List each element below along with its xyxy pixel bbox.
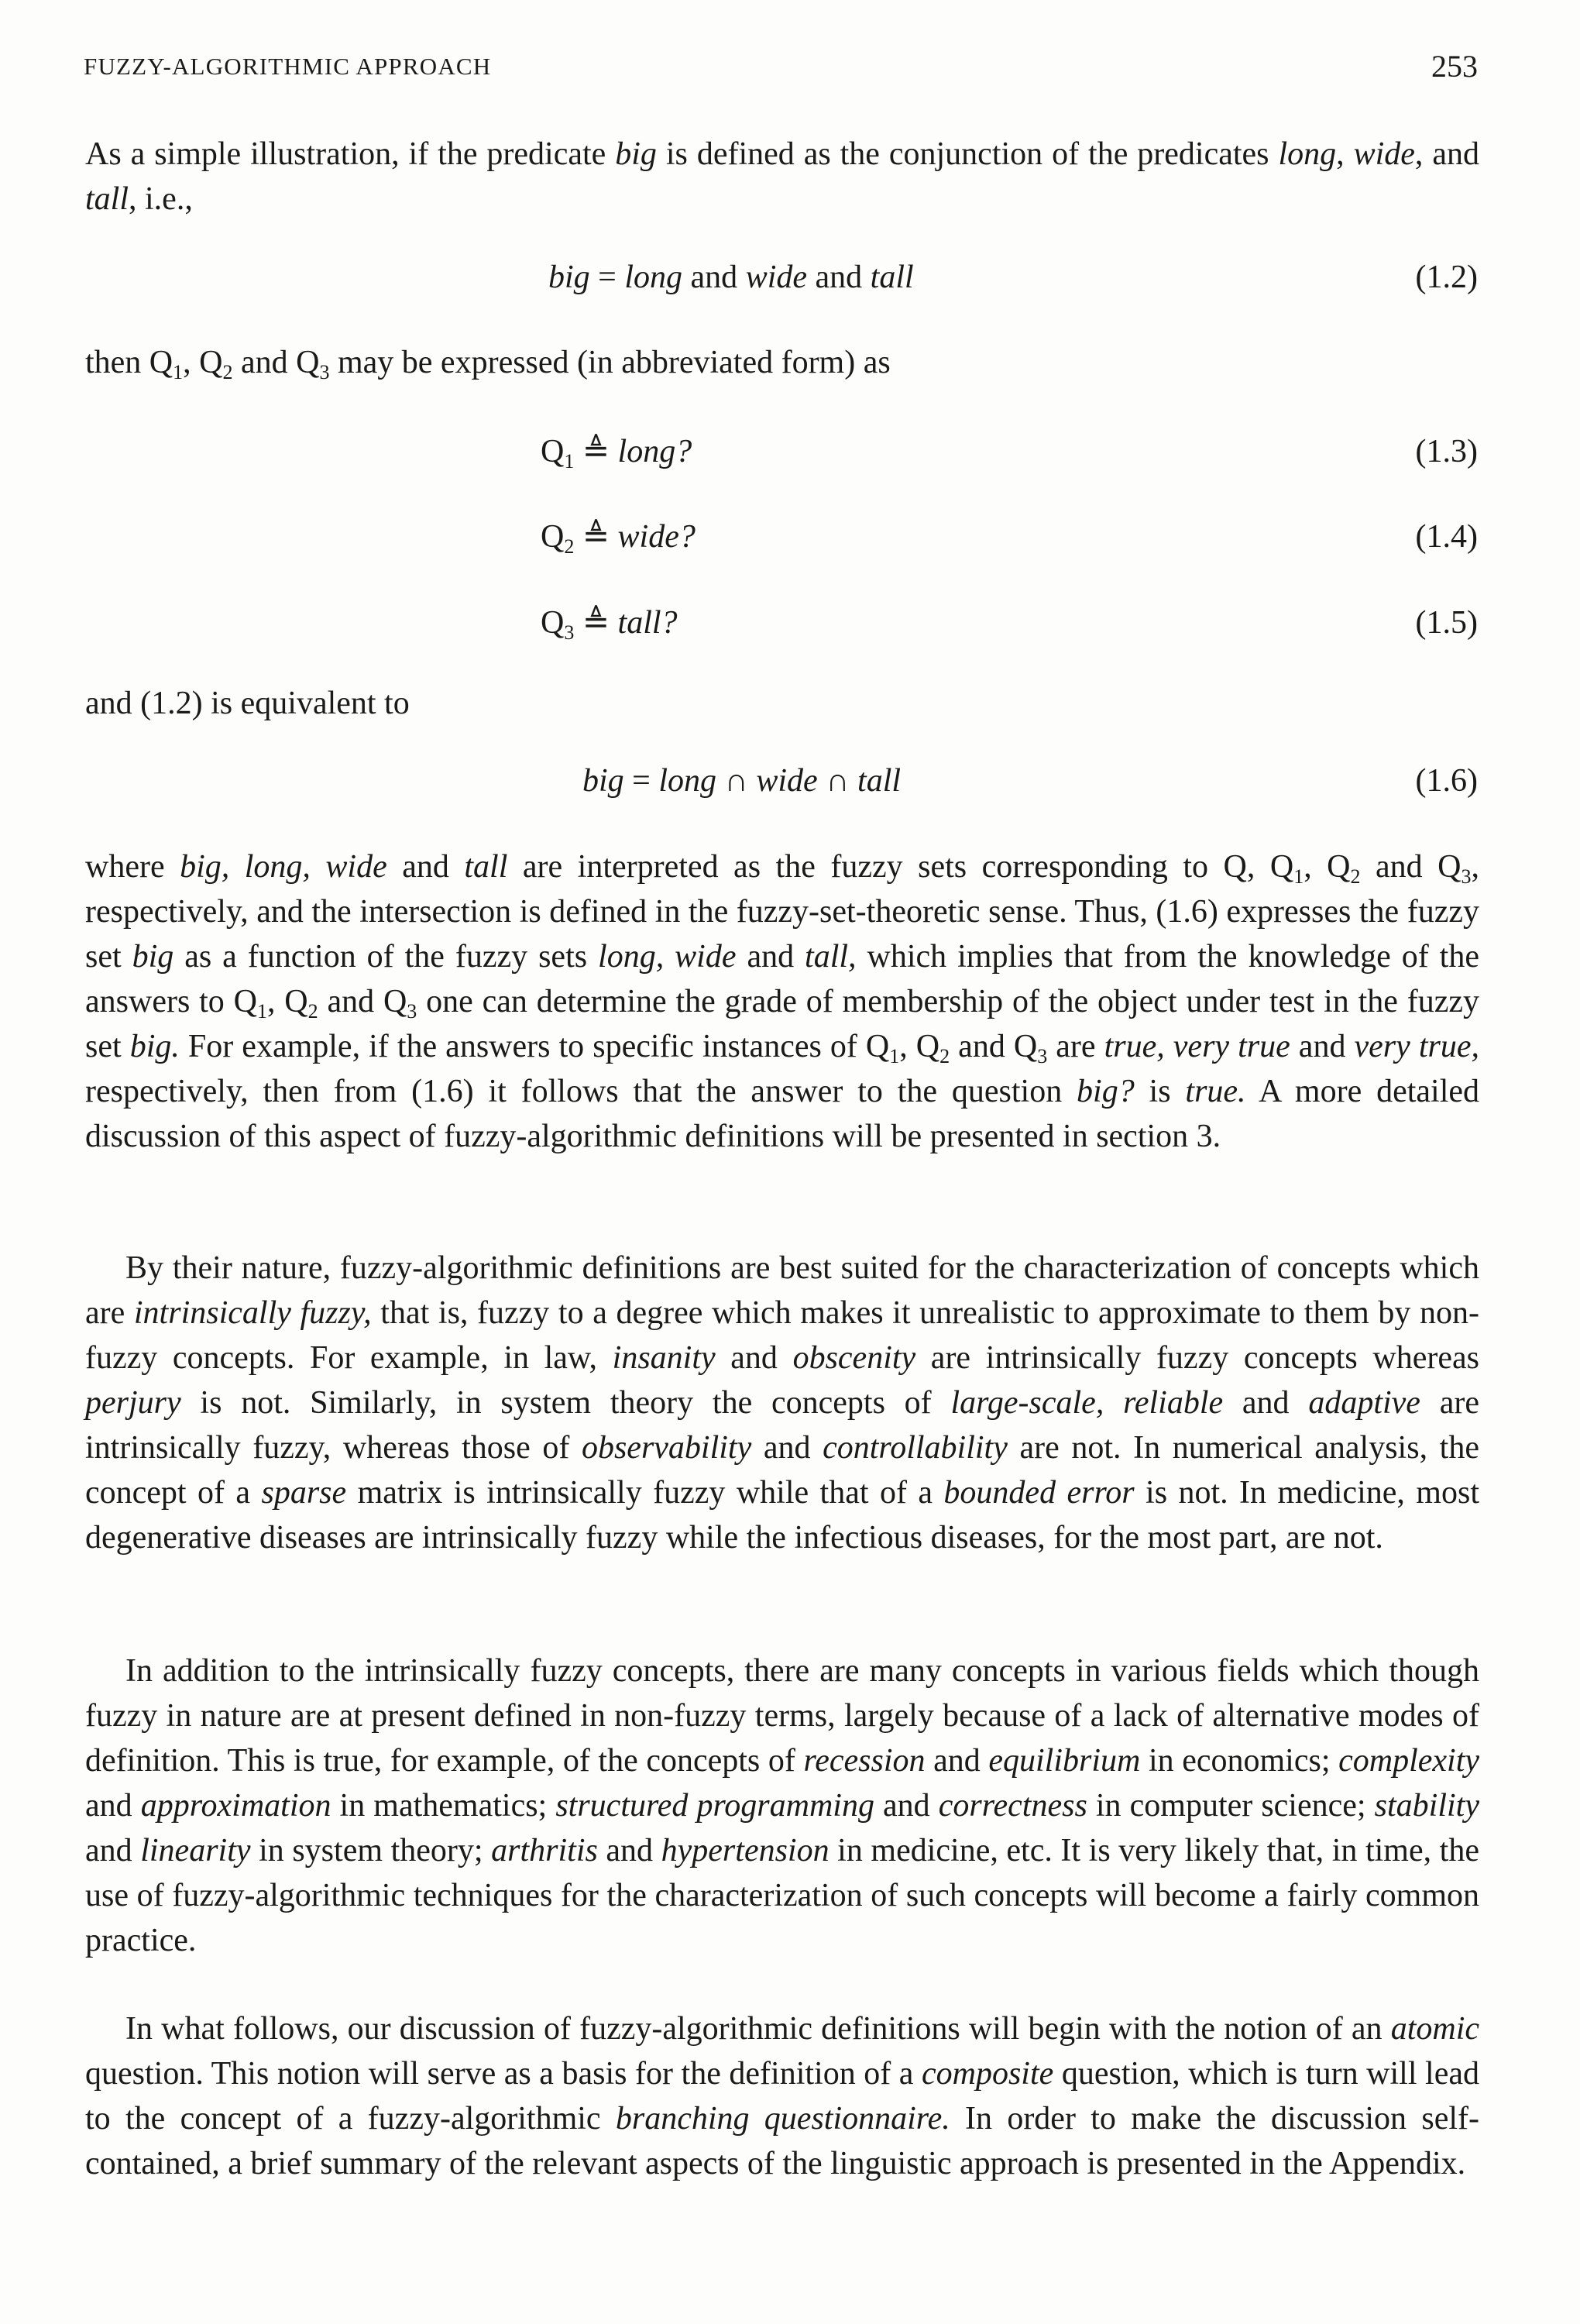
running-head <box>84 48 1478 87</box>
equation-1-2: big = long and wide and tall (1.2) <box>0 254 1580 301</box>
paragraph-where: where big, long, wide and tall are interpreted as the fuzzy sets corresponding to Q, $Q_1$, $Q_2$ and $Q_3$, respectively, and the intersection is defined in the fuzzy-set-theoretic sense. Thus, (1.6) expresses the fuzzy set big as a function of the fuzzy sets long, wide and tall, which implies that from the knowledge of the answers to $Q_1$, $Q_2$ and $Q_3$ one can determine the grade of membership of the object under test in the fuzzy set big. For example, if the answers to specific instances of $Q_1$, $Q_2$ and $Q_3$ are true, very true and very true, respectively, then from (1.6) it follows that the answer to the question big? is true. A more detailed discussion of this aspect of fuzzy-algorithmic definitions will be presented in section 3. <box>85 849 1479 1154</box>
equation-1-5: $Q_3$ ≜ tall? (1.5) <box>0 600 1580 646</box>
equation-1-6: big = long ∩ wide ∩ tall (1.6) <box>0 758 1580 804</box>
equation-number: (1.4) <box>1415 519 1478 555</box>
page-number: 253 <box>1431 49 1478 84</box>
paragraph-follows: In what follows, our discussion of fuzzy-algorithmic definitions will begin with the notion of an atomic question. This notion will serve as a basis for the definition of a composite question, which is turn will lead to the concept of a fuzzy-algorithmic branching questionnaire. In order to make the discussion self-contained, a brief summary of the relevant aspects of the linguistic approach is presented in the Appendix. <box>85 2011 1479 2181</box>
equation-1-3: $Q_1$ ≜ long? (1.3) <box>0 428 1580 475</box>
paragraph-addition: In addition to the intrinsically fuzzy concepts, there are many concepts in various fields which though fuzzy in nature are at present defined in non-fuzzy terms, largely because of a lack of alternative modes of definition. This is true, for example, of the concepts of recession and equilibrium in economics; complexity and approximation in mathematics; structured programming and correctness in computer science; stability and linearity in system theory; arthritis and hypertension in medicine, etc. It is very likely that, in time, the use of fuzzy-algorithmic techniques for the characterization of such concepts will become a fairly common practice. <box>85 1653 1479 1958</box>
then-line: then $Q_1$, $Q_2$ and $Q_3$ may be expressed (in abbreviated form) as <box>85 345 891 383</box>
intro-paragraph: As a simple illustration, if the predicate big is defined as the conjunction of the predicates long, wide, and tall, i.e., <box>85 136 1480 217</box>
equation-number: (1.2) <box>1415 260 1478 295</box>
equation-number: (1.3) <box>1415 434 1478 469</box>
equivalence-line: and (1.2) is equivalent to <box>85 686 410 721</box>
paragraph-nature: By their nature, fuzzy-algorithmic definitions are best suited for the characterization of concepts which are intrinsically fuzzy, that is, fuzzy to a degree which makes it unrealistic to approximate to them by non-fuzzy concepts. For example, in law, insanity and obscenity are intrinsically fuzzy concepts whereas perjury is not. Similarly, in system theory the concepts of large-scale, reliable and adaptive are intrinsically fuzzy, whereas those of observability and controllability are not. In numerical analysis, the concept of a sparse matrix is intrinsically fuzzy while that of a bounded error is not. In medicine, most degenerative diseases are intrinsically fuzzy while the infectious diseases, for the most part, are not. <box>85 1250 1479 1556</box>
equation-number: (1.6) <box>1415 763 1478 799</box>
running-head-title: FUZZY-ALGORITHMIC APPROACH <box>84 53 492 80</box>
equation-number: (1.5) <box>1415 605 1478 641</box>
equation-1-4: $Q_2$ ≜ wide? (1.4) <box>0 514 1580 560</box>
